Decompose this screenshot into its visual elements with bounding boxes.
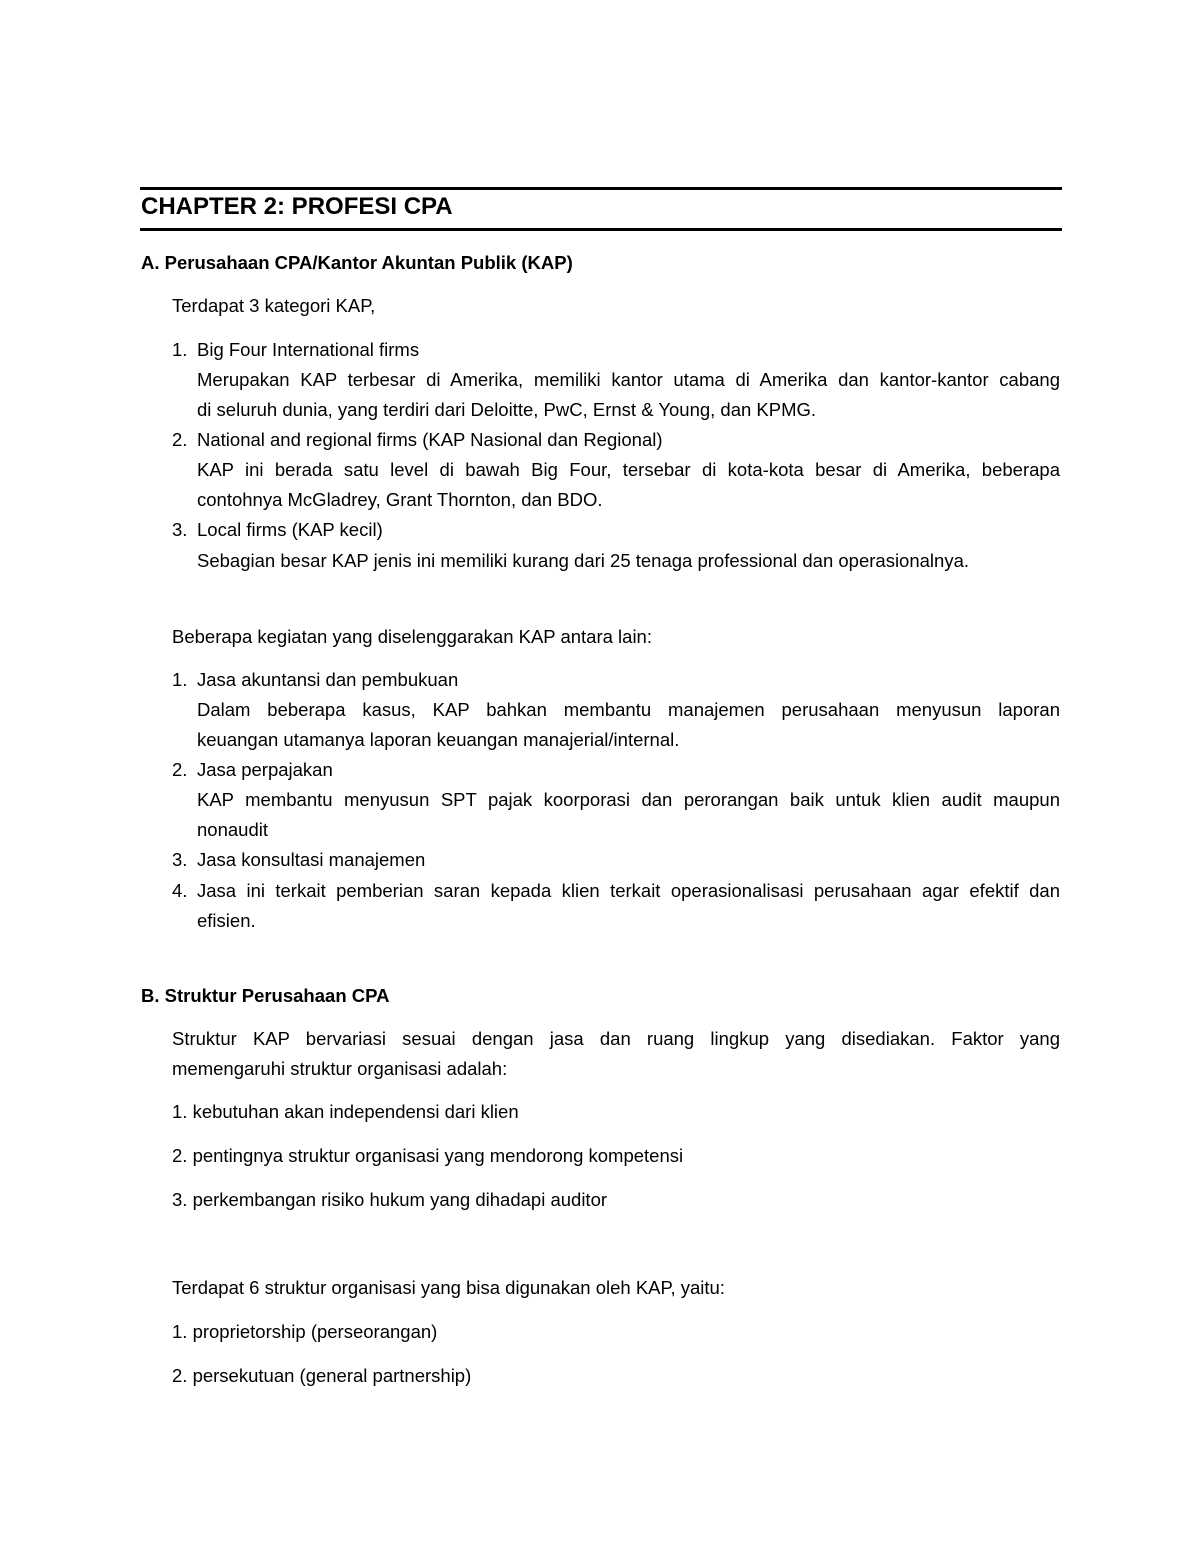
category-description: contohnya McGladrey, Grant Thornton, dan BDO. (197, 489, 603, 510)
section-b-paragraph: memengaruhi struktur organisasi adalah: (172, 1058, 508, 1079)
title-top-rule (140, 187, 1062, 190)
activity-description: nonaudit (197, 819, 268, 840)
structure-item: 2. persekutuan (general partnership) (172, 1365, 472, 1386)
activities-intro: Beberapa kegiatan yang diselenggarakan KAP antara lain: (172, 626, 652, 647)
list-number: 2. (172, 429, 188, 450)
activity-description: Dalam beberapa kasus, KAP bahkan membantu manajemen perusahaan menyusun laporan (197, 699, 1060, 720)
list-number: 3. (172, 519, 188, 540)
activity-description: Jasa ini terkait pemberian saran kepada klien terkait operasionalisasi perusahaan agar efektif dan (197, 880, 1060, 901)
factor-item: 3. perkembangan risiko hukum yang dihadapi auditor (172, 1189, 608, 1210)
category-title: Big Four International firms (197, 339, 420, 360)
activity-title: Jasa perpajakan (197, 759, 333, 780)
factor-item: 1. kebutuhan akan independensi dari klien (172, 1101, 519, 1122)
category-description: Merupakan KAP terbesar di Amerika, memiliki kantor utama di Amerika dan kantor-kantor cabang (197, 369, 1060, 390)
activity-title: Jasa konsultasi manajemen (197, 849, 426, 870)
structure-item: 1. proprietorship (perseorangan) (172, 1321, 438, 1342)
section-b-heading: B. Struktur Perusahaan CPA (141, 985, 390, 1006)
list-number: 3. (172, 849, 188, 870)
section-b-paragraph: Struktur KAP bervariasi sesuai dengan jasa dan ruang lingkup yang disediakan. Faktor yang (172, 1028, 1060, 1049)
category-description: Sebagian besar KAP jenis ini memiliki kurang dari 25 tenaga professional dan operasionalnya. (197, 550, 969, 571)
kap-categories-intro: Terdapat 3 kategori KAP, (172, 295, 376, 316)
chapter-title: CHAPTER 2: PROFESI CPA (141, 193, 453, 220)
factor-item: 2. pentingnya struktur organisasi yang mendorong kompetensi (172, 1145, 684, 1166)
activity-description: efisien. (197, 910, 256, 931)
category-description: KAP ini berada satu level di bawah Big Four, tersebar di kota-kota besar di Amerika, beberapa (197, 459, 1060, 480)
category-title: National and regional firms (KAP Nasional dan Regional) (197, 429, 663, 450)
activity-description: KAP membantu menyusun SPT pajak koorporasi dan perorangan baik untuk klien audit maupun (197, 789, 1060, 810)
category-description: di seluruh dunia, yang terdiri dari Deloitte, PwC, Ernst & Young, dan KPMG. (197, 399, 817, 420)
list-number: 1. (172, 339, 188, 360)
activity-description: keuangan utamanya laporan keuangan manajerial/internal. (197, 729, 680, 750)
title-bottom-rule (140, 228, 1062, 231)
list-number: 4. (172, 880, 188, 901)
list-number: 2. (172, 759, 188, 780)
section-a-heading: A. Perusahaan CPA/Kantor Akuntan Publik (KAP) (141, 252, 573, 273)
structures-intro: Terdapat 6 struktur organisasi yang bisa digunakan oleh KAP, yaitu: (172, 1277, 725, 1298)
activity-title: Jasa akuntansi dan pembukuan (197, 669, 459, 690)
list-number: 1. (172, 669, 188, 690)
category-title: Local firms (KAP kecil) (197, 519, 383, 540)
